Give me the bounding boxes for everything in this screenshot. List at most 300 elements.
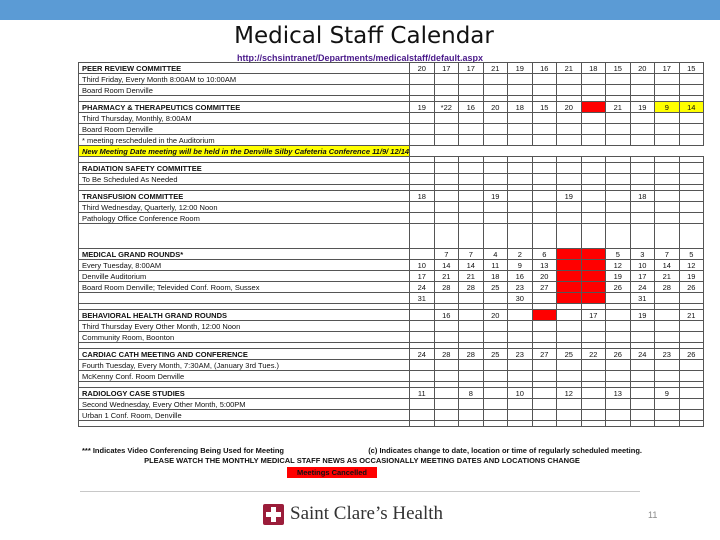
date-cell — [630, 85, 655, 96]
date-cell — [581, 163, 606, 174]
date-cell: 13 — [532, 260, 557, 271]
date-cell: 14 — [679, 102, 704, 113]
date-cell: 23 — [655, 349, 680, 360]
date-cell — [606, 293, 631, 304]
date-cell: 3 — [630, 249, 655, 260]
committee-header-row — [79, 102, 704, 113]
date-cell — [532, 135, 557, 146]
date-cell — [606, 410, 631, 421]
committee-detail-row — [79, 202, 704, 213]
date-cell — [630, 74, 655, 85]
date-cell — [606, 202, 631, 213]
date-cell — [679, 191, 704, 202]
date-cell — [459, 371, 484, 382]
date-cell — [655, 371, 680, 382]
date-cell — [679, 202, 704, 213]
date-cell — [557, 202, 582, 213]
spacer-row — [79, 224, 704, 249]
date-cell: 26 — [606, 349, 631, 360]
empty-cell — [410, 421, 435, 427]
date-cell — [459, 213, 484, 224]
date-cell — [410, 113, 435, 124]
empty-cell — [434, 224, 459, 249]
date-cell: 17 — [434, 63, 459, 74]
date-cell: 12 — [606, 260, 631, 271]
change-note: (c) Indicates change to date, location or time of regularly scheduled meeting. — [368, 446, 642, 455]
date-cell: 18 — [508, 102, 533, 113]
date-cell: 16 — [508, 271, 533, 282]
date-cell — [483, 146, 508, 157]
date-cell — [606, 399, 631, 410]
date-cell — [630, 163, 655, 174]
committee-name: TRANSFUSION COMMITTEE — [79, 191, 410, 202]
date-cell — [557, 321, 582, 332]
date-cell: 8 — [459, 388, 484, 399]
date-cell: 28 — [459, 349, 484, 360]
date-cell — [606, 146, 631, 157]
date-cell — [410, 85, 435, 96]
date-cell — [581, 360, 606, 371]
committee-detail-row — [79, 213, 704, 224]
date-cell: 25 — [483, 282, 508, 293]
committee-name: BEHAVIORAL HEALTH GRAND ROUNDS — [79, 310, 410, 321]
committee-detail: New Meeting Date meeting will be held in the Denville Silby Cafeteria Conference 11/9/ 12/14 — [79, 146, 410, 157]
date-cell — [679, 332, 704, 343]
page-title: Medical Staff Calendar — [234, 23, 494, 49]
date-cell — [557, 213, 582, 224]
date-cell — [508, 85, 533, 96]
date-cell: 18 — [483, 271, 508, 282]
date-cell: 4 — [483, 249, 508, 260]
date-cell: 7 — [434, 249, 459, 260]
empty-cell — [630, 421, 655, 427]
date-cell — [532, 202, 557, 213]
date-cell — [508, 113, 533, 124]
date-cell: 21 — [434, 271, 459, 282]
date-cell — [655, 163, 680, 174]
date-cell — [630, 321, 655, 332]
committee-detail-row — [79, 293, 704, 304]
committee-detail-row — [79, 85, 704, 96]
footer-divider — [80, 491, 640, 492]
empty-cell — [557, 224, 582, 249]
date-cell — [655, 360, 680, 371]
date-cell: 31 — [410, 293, 435, 304]
date-cell — [557, 332, 582, 343]
date-cell: 15 — [532, 102, 557, 113]
date-cell — [459, 321, 484, 332]
empty-cell — [483, 224, 508, 249]
empty-cell — [79, 421, 410, 427]
date-cell: 17 — [459, 63, 484, 74]
date-cell — [606, 310, 631, 321]
date-cell: 5 — [679, 249, 704, 260]
date-cell: 7 — [655, 249, 680, 260]
date-cell — [483, 85, 508, 96]
date-cell — [410, 310, 435, 321]
date-cell — [655, 321, 680, 332]
date-cell — [508, 202, 533, 213]
date-cell — [581, 282, 606, 293]
date-cell: 28 — [434, 282, 459, 293]
empty-cell — [508, 421, 533, 427]
committee-header-row — [79, 388, 704, 399]
date-cell: 21 — [655, 271, 680, 282]
date-cell — [581, 102, 606, 113]
date-cell — [532, 163, 557, 174]
date-cell — [557, 371, 582, 382]
committee-header-row — [79, 163, 704, 174]
date-cell: 23 — [508, 282, 533, 293]
date-cell — [679, 399, 704, 410]
date-cell — [679, 213, 704, 224]
date-cell — [434, 399, 459, 410]
date-cell — [557, 282, 582, 293]
empty-cell — [679, 224, 704, 249]
date-cell: 30 — [508, 293, 533, 304]
date-cell — [459, 124, 484, 135]
date-cell: 20 — [630, 63, 655, 74]
intranet-link[interactable]: http://schsintranet/Departments/medicalstaff/default.aspx — [236, 53, 484, 63]
date-cell: 7 — [459, 249, 484, 260]
date-cell — [655, 399, 680, 410]
date-cell — [679, 174, 704, 185]
date-cell — [630, 174, 655, 185]
empty-cell — [630, 224, 655, 249]
date-cell — [606, 360, 631, 371]
date-cell — [434, 202, 459, 213]
date-cell: 14 — [459, 260, 484, 271]
date-cell: 10 — [508, 388, 533, 399]
date-cell — [508, 174, 533, 185]
date-cell — [630, 213, 655, 224]
cancelled-legend: Meetings Cancelled — [287, 467, 377, 478]
date-cell: 9 — [655, 388, 680, 399]
date-cell — [532, 74, 557, 85]
date-cell: 6 — [532, 249, 557, 260]
date-cell — [581, 202, 606, 213]
date-cell — [483, 163, 508, 174]
committee-detail-row — [79, 410, 704, 421]
date-cell — [434, 213, 459, 224]
date-cell — [581, 399, 606, 410]
committee-header-row — [79, 249, 704, 260]
date-cell — [508, 191, 533, 202]
committee-detail: McKenny Conf. Room Denville — [79, 371, 410, 382]
date-cell: 17 — [410, 271, 435, 282]
date-cell: 20 — [410, 63, 435, 74]
empty-cell — [655, 224, 680, 249]
date-cell — [459, 410, 484, 421]
date-cell — [581, 332, 606, 343]
date-cell — [483, 113, 508, 124]
committee-detail: Third Friday, Every Month 8:00AM to 10:00AM — [79, 74, 410, 85]
committee-detail-row — [79, 360, 704, 371]
date-cell: 17 — [581, 310, 606, 321]
date-cell — [434, 163, 459, 174]
date-cell — [532, 332, 557, 343]
date-cell — [434, 191, 459, 202]
date-cell — [630, 371, 655, 382]
date-cell — [532, 124, 557, 135]
date-cell — [606, 174, 631, 185]
date-cell: 5 — [606, 249, 631, 260]
date-cell: 12 — [679, 260, 704, 271]
committee-detail: * meeting rescheduled in the Auditorium — [79, 135, 410, 146]
committee-detail-row — [79, 74, 704, 85]
date-cell: 18 — [581, 63, 606, 74]
date-cell — [606, 135, 631, 146]
date-cell: 2 — [508, 249, 533, 260]
empty-cell — [459, 224, 484, 249]
date-cell — [532, 293, 557, 304]
date-cell — [630, 202, 655, 213]
date-cell: 20 — [483, 102, 508, 113]
date-cell: 26 — [679, 349, 704, 360]
empty-cell — [557, 421, 582, 427]
cross-icon — [263, 504, 284, 525]
committee-name: RADIOLOGY CASE STUDIES — [79, 388, 410, 399]
date-cell — [532, 310, 557, 321]
date-cell — [483, 399, 508, 410]
date-cell — [581, 191, 606, 202]
date-cell — [557, 399, 582, 410]
date-cell — [557, 74, 582, 85]
date-cell — [434, 124, 459, 135]
date-cell — [557, 174, 582, 185]
committee-detail: To Be Scheduled As Needed — [79, 174, 410, 185]
date-cell — [655, 310, 680, 321]
committee-detail-row — [79, 174, 704, 185]
empty-cell — [679, 421, 704, 427]
date-cell: 19 — [483, 191, 508, 202]
date-cell — [630, 113, 655, 124]
date-cell — [434, 74, 459, 85]
date-cell: 24 — [410, 349, 435, 360]
date-cell: 17 — [630, 271, 655, 282]
date-cell: 21 — [679, 310, 704, 321]
date-cell: 21 — [606, 102, 631, 113]
date-cell — [532, 146, 557, 157]
date-cell: 25 — [483, 349, 508, 360]
committee-detail-row — [79, 135, 704, 146]
date-cell — [410, 135, 435, 146]
date-cell — [679, 321, 704, 332]
date-cell — [483, 124, 508, 135]
date-cell — [459, 163, 484, 174]
date-cell — [679, 293, 704, 304]
date-cell — [606, 74, 631, 85]
date-cell: 21 — [459, 271, 484, 282]
date-cell — [434, 410, 459, 421]
date-cell — [459, 74, 484, 85]
date-cell — [532, 388, 557, 399]
date-cell — [655, 85, 680, 96]
date-cell — [655, 124, 680, 135]
committee-detail: Community Room, Boonton — [79, 332, 410, 343]
date-cell — [581, 371, 606, 382]
date-cell: 24 — [410, 282, 435, 293]
date-cell — [557, 124, 582, 135]
empty-cell — [581, 224, 606, 249]
date-cell — [630, 388, 655, 399]
date-cell — [410, 371, 435, 382]
date-cell — [434, 174, 459, 185]
date-cell — [655, 146, 680, 157]
date-cell — [606, 332, 631, 343]
date-cell: 24 — [630, 282, 655, 293]
date-cell — [459, 135, 484, 146]
date-cell — [459, 85, 484, 96]
date-cell — [508, 321, 533, 332]
empty-cell — [459, 421, 484, 427]
date-cell — [655, 191, 680, 202]
committee-name: PHARMACY & THERAPEUTICS COMMITTEE — [79, 102, 410, 113]
date-cell: 12 — [557, 388, 582, 399]
date-cell — [434, 146, 459, 157]
date-cell — [581, 85, 606, 96]
committee-detail-row — [79, 260, 704, 271]
date-cell — [508, 124, 533, 135]
committee-detail-row — [79, 124, 704, 135]
committee-detail-row — [79, 271, 704, 282]
date-cell — [483, 174, 508, 185]
date-cell — [483, 202, 508, 213]
date-cell — [557, 271, 582, 282]
date-cell — [606, 321, 631, 332]
date-cell: 16 — [459, 102, 484, 113]
committee-detail: Second Wednesday, Every Other Month, 5:00PM — [79, 399, 410, 410]
date-cell: 14 — [434, 260, 459, 271]
committee-header-row — [79, 63, 704, 74]
date-cell — [655, 293, 680, 304]
date-cell — [557, 360, 582, 371]
date-cell: 18 — [410, 191, 435, 202]
date-cell — [532, 191, 557, 202]
committee-detail — [79, 293, 410, 304]
date-cell: 10 — [630, 260, 655, 271]
date-cell — [630, 399, 655, 410]
date-cell: 22 — [581, 349, 606, 360]
footnotes — [82, 446, 642, 465]
empty-cell — [606, 421, 631, 427]
date-cell — [410, 213, 435, 224]
date-cell — [679, 146, 704, 157]
committee-detail: Third Thursday, Monthly, 8:00AM — [79, 113, 410, 124]
date-cell — [532, 410, 557, 421]
date-cell — [410, 74, 435, 85]
date-cell — [459, 174, 484, 185]
date-cell: 26 — [679, 282, 704, 293]
date-cell — [410, 249, 435, 260]
date-cell: 15 — [606, 63, 631, 74]
date-cell: 17 — [655, 63, 680, 74]
date-cell — [557, 85, 582, 96]
empty-cell — [532, 421, 557, 427]
date-cell — [581, 124, 606, 135]
date-cell — [581, 249, 606, 260]
empty-cell — [508, 224, 533, 249]
date-cell — [630, 360, 655, 371]
date-cell — [434, 113, 459, 124]
date-cell: 20 — [532, 271, 557, 282]
committee-detail: Board Room Denville — [79, 85, 410, 96]
date-cell: 28 — [655, 282, 680, 293]
date-cell — [508, 74, 533, 85]
calendar-table — [78, 62, 704, 427]
date-cell — [557, 260, 582, 271]
date-cell: 21 — [483, 63, 508, 74]
date-cell — [557, 146, 582, 157]
date-cell — [679, 85, 704, 96]
date-cell — [508, 163, 533, 174]
date-cell — [508, 146, 533, 157]
date-cell — [655, 113, 680, 124]
date-cell: 19 — [557, 191, 582, 202]
committee-name: CARDIAC CATH MEETING AND CONFERENCE — [79, 349, 410, 360]
date-cell — [557, 135, 582, 146]
date-cell — [679, 371, 704, 382]
date-cell: 31 — [630, 293, 655, 304]
date-cell — [459, 399, 484, 410]
date-cell — [679, 113, 704, 124]
date-cell — [410, 202, 435, 213]
date-cell — [483, 74, 508, 85]
date-cell — [459, 360, 484, 371]
date-cell — [410, 332, 435, 343]
date-cell — [581, 74, 606, 85]
date-cell — [459, 146, 484, 157]
committee-detail: Pathology Office Conference Room — [79, 213, 410, 224]
date-cell: 9 — [655, 102, 680, 113]
date-cell — [508, 213, 533, 224]
date-cell — [655, 213, 680, 224]
committee-detail-row — [79, 399, 704, 410]
date-cell: 23 — [508, 349, 533, 360]
date-cell — [410, 399, 435, 410]
date-cell — [508, 135, 533, 146]
committee-detail: Urban 1 Conf. Room, Denville — [79, 410, 410, 421]
date-cell — [434, 135, 459, 146]
date-cell: 13 — [606, 388, 631, 399]
date-cell — [630, 135, 655, 146]
committee-detail: Every Tuesday, 8:00AM — [79, 260, 410, 271]
committee-detail: Third Thursday Every Other Month, 12:00 Noon — [79, 321, 410, 332]
date-cell — [532, 399, 557, 410]
date-cell — [508, 360, 533, 371]
date-cell — [581, 113, 606, 124]
date-cell — [410, 321, 435, 332]
committee-header-row — [79, 191, 704, 202]
date-cell — [679, 124, 704, 135]
date-cell — [655, 202, 680, 213]
date-cell — [655, 174, 680, 185]
date-cell — [581, 135, 606, 146]
date-cell — [410, 124, 435, 135]
date-cell — [483, 135, 508, 146]
date-cell — [434, 332, 459, 343]
date-cell — [679, 74, 704, 85]
date-cell — [581, 388, 606, 399]
date-cell: 25 — [557, 349, 582, 360]
date-cell: 19 — [606, 271, 631, 282]
date-cell — [630, 332, 655, 343]
committee-detail: Denville Auditorium — [79, 271, 410, 282]
committee-header-row — [79, 310, 704, 321]
date-cell — [606, 124, 631, 135]
date-cell — [434, 293, 459, 304]
date-cell — [410, 163, 435, 174]
